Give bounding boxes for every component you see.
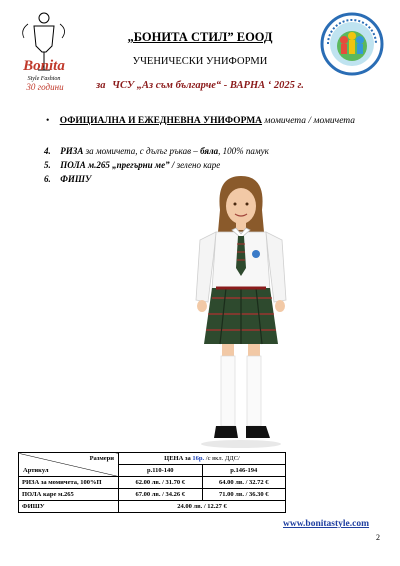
table-row xyxy=(19,501,286,513)
school-line xyxy=(0,80,400,91)
website-link[interactable]: www.bonitastyle.com xyxy=(283,519,370,529)
size-col-2: р.146-194 xyxy=(202,465,286,477)
item-desc: зелено каре xyxy=(174,160,221,170)
uniform-model-photo xyxy=(186,172,296,454)
school-prefix: за xyxy=(96,80,106,91)
item-name: РИЗА xyxy=(60,146,84,156)
item-number: 6. xyxy=(44,174,51,184)
size-article-header xyxy=(19,453,119,477)
article-cell: РИЗА за момичета, 100%П xyxy=(19,477,119,489)
item-number: 4. xyxy=(44,146,51,156)
table-header-row xyxy=(19,453,286,465)
list-item xyxy=(44,144,269,158)
price-table xyxy=(18,452,286,513)
article-cell: ФИШУ xyxy=(19,501,119,513)
svg-text:Bonita: Bonita xyxy=(23,58,65,74)
section-title: ОФИЦИАЛНА И ЕЖЕДНЕВНА УНИФОРМА xyxy=(59,116,263,126)
item-name: ПОЛА м.265 „прегърни ме” / xyxy=(60,160,175,170)
item-material: , 100% памук xyxy=(218,146,269,156)
item-name: ФИШУ xyxy=(60,174,92,184)
school-name: ЧСУ „Аз съм българче“ - ВАРНА ‘ 2025 г. xyxy=(112,80,304,91)
company-name: „БОНИТА СТИЛ” ЕООД xyxy=(127,30,273,44)
table-row xyxy=(19,489,286,501)
list-item xyxy=(44,158,269,172)
bullet-icon: • xyxy=(46,116,50,126)
price-cell: 24.00 лв. / 12.27 € xyxy=(119,501,286,513)
price-cell: 67.00 лв. / 34.26 € xyxy=(119,489,203,501)
article-header: Артикул xyxy=(23,467,49,474)
section-subtitle: момичета / момичета xyxy=(264,116,356,126)
price-cell: 64.00 лв. / 32.72 € xyxy=(202,477,286,489)
svg-text:Style Fashion: Style Fashion xyxy=(27,76,61,82)
item-desc: за момичета, с дълъг ръкав – xyxy=(83,146,201,156)
size-header: Размери xyxy=(89,455,114,462)
table-row xyxy=(19,477,286,489)
document-subtitle: УЧЕНИЧЕСКИ УНИФОРМИ xyxy=(132,56,268,67)
price-cell: 71.00 лв. / 36.30 € xyxy=(202,489,286,501)
article-cell: ПОЛА каре м.265 xyxy=(19,489,119,501)
logo-years: 30 години xyxy=(26,82,64,92)
item-number: 5. xyxy=(44,160,51,170)
section-heading xyxy=(46,116,355,126)
page-number: 2 xyxy=(376,533,380,542)
price-prefix: ЦЕНА за xyxy=(164,455,193,462)
price-suffix: /с вкл. ДДС/ xyxy=(204,455,240,462)
price-cell: 62.00 лв. / 31.70 € xyxy=(119,477,203,489)
price-year: 16р. xyxy=(192,455,205,462)
size-col-1: р.110-140 xyxy=(119,465,203,477)
item-color: бяла xyxy=(200,146,219,156)
price-header xyxy=(119,453,286,465)
